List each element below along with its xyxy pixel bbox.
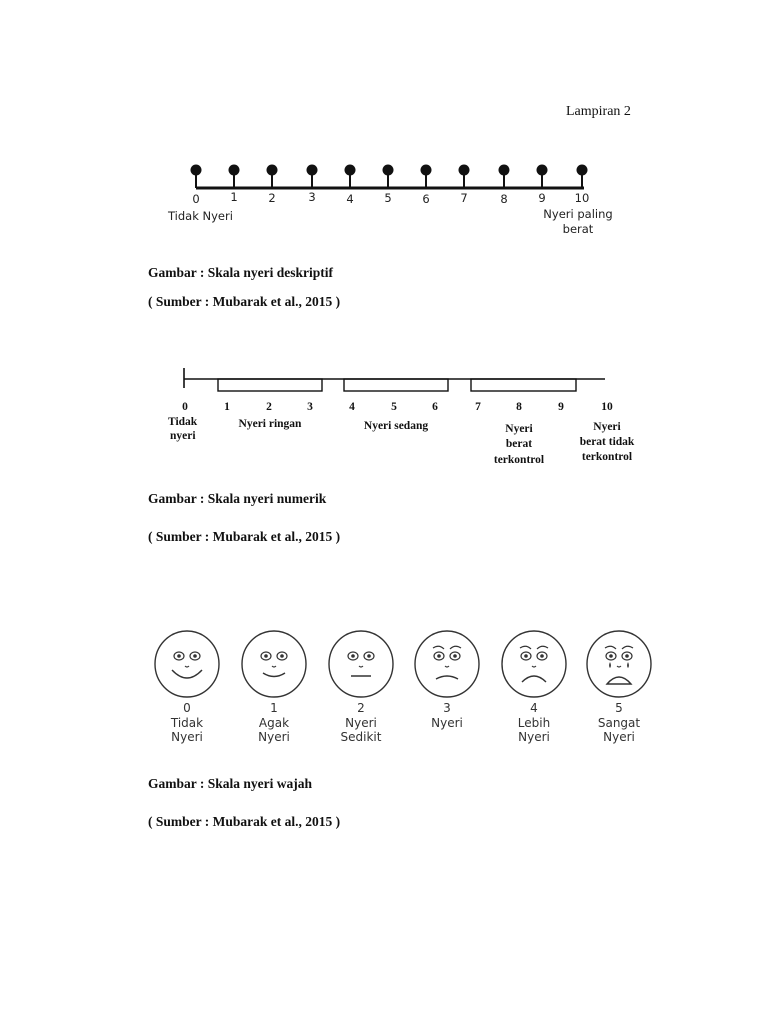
numeric-number: 2 xyxy=(266,401,272,413)
numeric-group1-label: Nyeri ringan xyxy=(238,418,302,430)
desc-source: ( Sumber : Mubarak et al., 2015 ) xyxy=(148,294,341,309)
numeric-number: 7 xyxy=(475,401,481,413)
numeric-group3-label-1: Nyeri xyxy=(505,423,533,435)
face-pupil xyxy=(609,654,613,658)
numeric-source: ( Sumber : Mubarak et al., 2015 ) xyxy=(148,529,341,544)
numeric-number: 0 xyxy=(182,401,188,413)
numeric-zero-label-1: Tidak xyxy=(168,416,198,428)
face-label-line2: Sedikit xyxy=(340,730,382,744)
desc-right-label-line2: berat xyxy=(562,222,594,236)
desc-left-label: Tidak Nyeri xyxy=(168,209,233,223)
numeric-number: 4 xyxy=(349,401,355,413)
desc-number: 0 xyxy=(192,192,200,206)
face-label-line2: Nyeri xyxy=(603,730,635,744)
face-brow xyxy=(622,646,633,649)
numeric-group3-label-3: terkontrol xyxy=(493,454,545,466)
numeric-group3-label-2: berat xyxy=(505,438,533,450)
face-brow xyxy=(605,646,616,649)
face-pupil xyxy=(437,654,441,658)
face-brow xyxy=(537,646,548,649)
desc-number: 6 xyxy=(422,192,430,206)
numeric-caption: Gambar : Skala nyeri numerik xyxy=(148,491,327,506)
face-label-line1: Sangat xyxy=(597,716,641,730)
appendix-label: Lampiran 2 xyxy=(566,104,631,119)
desc-caption: Gambar : Skala nyeri deskriptif xyxy=(148,265,334,280)
face-pupil xyxy=(177,654,181,658)
desc-number: 4 xyxy=(346,192,354,206)
face-outline xyxy=(242,631,306,697)
face-mouth xyxy=(263,673,285,677)
face-number: 2 xyxy=(357,701,365,715)
numeric-number: 5 xyxy=(391,401,397,413)
face-number: 1 xyxy=(270,701,278,715)
desc-number: 3 xyxy=(308,190,316,204)
face-1 xyxy=(242,631,306,744)
face-number: 5 xyxy=(615,701,623,715)
numeric-number: 9 xyxy=(558,401,564,413)
desc-number: 5 xyxy=(384,191,392,205)
numeric-number: 8 xyxy=(516,401,522,413)
face-nose xyxy=(445,666,449,667)
desc-right-label-line1: Nyeri paling xyxy=(543,207,613,221)
face-pupil xyxy=(367,654,371,658)
face-brow xyxy=(520,646,531,649)
face-label-line1: Nyeri xyxy=(345,716,377,730)
face-outline xyxy=(587,631,651,697)
face-tear xyxy=(627,662,629,668)
face-nose xyxy=(359,666,363,667)
face-2 xyxy=(329,631,393,744)
face-mouth xyxy=(436,676,458,679)
desc-number: 1 xyxy=(230,190,238,204)
desc-number: 8 xyxy=(500,192,508,206)
face-label-line2: Nyeri xyxy=(258,730,290,744)
face-label-line1: Agak xyxy=(258,716,290,730)
face-pupil xyxy=(351,654,355,658)
face-outline xyxy=(329,631,393,697)
face-nose xyxy=(272,666,276,667)
face-5 xyxy=(587,631,651,744)
face-pupil xyxy=(540,654,544,658)
face-label-line1: Lebih xyxy=(517,716,551,730)
face-3 xyxy=(415,631,479,730)
face-outline xyxy=(415,631,479,697)
desc-number: 9 xyxy=(538,191,546,205)
face-0 xyxy=(155,631,219,744)
face-source: ( Sumber : Mubarak et al., 2015 ) xyxy=(148,814,341,829)
numeric-number: 10 xyxy=(601,401,613,413)
face-brow xyxy=(433,646,444,649)
face-label-line1: Tidak xyxy=(170,716,204,730)
face-number: 3 xyxy=(443,701,451,715)
face-label-line2: Nyeri xyxy=(518,730,550,744)
face-mouth xyxy=(172,670,202,678)
face-pupil xyxy=(264,654,268,658)
desc-number: 2 xyxy=(268,191,276,205)
face-outline xyxy=(155,631,219,697)
face-mouth xyxy=(522,676,546,682)
desc-number: 7 xyxy=(460,191,468,205)
face-number: 4 xyxy=(530,701,538,715)
face-outline xyxy=(502,631,566,697)
face-pupil xyxy=(625,654,629,658)
face-pupil xyxy=(453,654,457,658)
face-number: 0 xyxy=(183,701,191,715)
face-pupil xyxy=(524,654,528,658)
numeric-number: 6 xyxy=(432,401,438,413)
face-label-line1: Nyeri xyxy=(431,716,463,730)
numeric-ten-label-1: Nyeri xyxy=(593,421,621,433)
face-tear xyxy=(609,662,611,668)
numeric-zero-label-2: nyeri xyxy=(170,430,196,442)
face-nose xyxy=(617,666,621,667)
face-pupil xyxy=(193,654,197,658)
face-mouth xyxy=(607,677,631,684)
numeric-number: 1 xyxy=(224,401,230,413)
face-label-line2: Nyeri xyxy=(171,730,203,744)
face-caption: Gambar : Skala nyeri wajah xyxy=(148,776,313,791)
numeric-ten-label-3: terkontrol xyxy=(581,451,633,463)
numeric-number: 3 xyxy=(307,401,313,413)
face-brow xyxy=(450,646,461,649)
numeric-group2-label: Nyeri sedang xyxy=(363,420,429,432)
face-nose xyxy=(185,666,189,667)
face-4 xyxy=(502,631,566,744)
face-pupil xyxy=(280,654,284,658)
desc-number: 10 xyxy=(574,191,590,205)
numeric-ten-label-2: berat tidak xyxy=(579,436,635,448)
face-nose xyxy=(532,666,536,667)
